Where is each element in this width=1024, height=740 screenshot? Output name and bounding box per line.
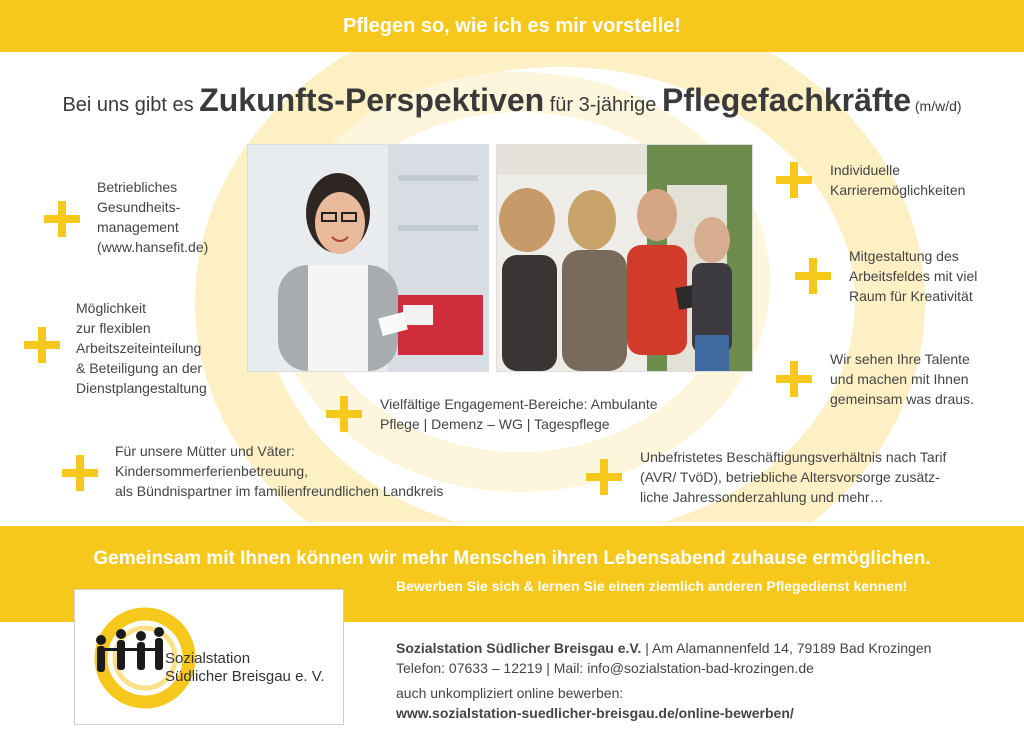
- online-apply-link[interactable]: www.sozialstation-suedlicher-breisgau.de/online-bewerben/: [396, 705, 794, 721]
- headline-part-3: für 3-jährige: [544, 94, 662, 116]
- contact-phone-mail: Telefon: 07633 – 12219 | Mail: info@sozialstation-bad-krozingen.de: [396, 660, 814, 676]
- plus-icon: [44, 201, 80, 237]
- benefit-flexible-hours: Möglichkeit zur flexiblen Arbeitszeiteinteilung & Beteiligung an der Dienstplangestaltung: [76, 300, 207, 396]
- benefit-creativity: Mitgestaltung des Arbeitsfeldes mit viel Raum für Kreativität: [849, 248, 978, 304]
- logo-text: Sozialstation Südlicher Breisgau e. V.: [165, 650, 325, 685]
- headline-emphasis-2: Pflegefachkräfte: [662, 82, 911, 118]
- headline-emphasis-1: Zukunfts-Perspektiven: [199, 82, 545, 118]
- contact-address-line: [396, 640, 931, 656]
- benefit-engagement-areas: Vielfältige Engagement-Bereiche: Ambulante Pflege | Demenz – WG | Tagespflege: [380, 396, 658, 432]
- tagline: Gemeinsam mit Ihnen können wir mehr Menschen ihren Lebensabend zuhause ermöglichen.: [93, 548, 931, 569]
- address: | Am Alamannenfeld 14, 79189 Bad Krozingen: [641, 640, 932, 656]
- plus-icon: [776, 162, 812, 198]
- subtagline: Bewerben Sie sich & lernen Sie einen ziemlich anderen Pflegedienst kennen!: [396, 578, 908, 594]
- logo-card: [74, 589, 344, 725]
- benefit-employment-terms: Unbefristetes Beschäftigungsverhältnis nach Tarif (AVR/ TvöD), betriebliche Altersvorsorge zusätz- liche Jahressonderzahlung und mehr…: [640, 449, 947, 505]
- headline: [0, 82, 1024, 119]
- plus-icon: [776, 361, 812, 397]
- benefit-health-management: Betriebliches Gesundheits- management (www.hansefit.de): [97, 179, 209, 255]
- plus-icon: [62, 455, 98, 491]
- top-banner-text: Pflegen so, wie ich es mir vorstelle!: [343, 14, 681, 37]
- photo-nurse: [247, 144, 489, 372]
- benefit-career: Individuelle Karrieremöglichkeiten: [830, 162, 966, 198]
- plus-icon: [795, 258, 831, 294]
- plus-icon: [586, 459, 622, 495]
- headline-part-1: Bei uns gibt es: [62, 94, 200, 116]
- plus-icon: [24, 327, 60, 363]
- headline-suffix: (m/w/d): [910, 98, 962, 114]
- photo-team: [496, 144, 753, 372]
- online-apply-intro: auch unkompliziert online bewerben:: [396, 685, 624, 701]
- top-banner: [0, 0, 1024, 52]
- benefit-family: Für unsere Mütter und Väter: Kindersommerferienbetreuung, als Bündnispartner im familienfreundlichen Landkreis: [115, 443, 444, 499]
- benefit-talents: Wir sehen Ihre Talente und machen mit Ihnen gemeinsam was draus.: [830, 351, 974, 407]
- organization-name: Sozialstation Südlicher Breisgau e.V.: [396, 640, 642, 656]
- plus-icon: [326, 396, 362, 432]
